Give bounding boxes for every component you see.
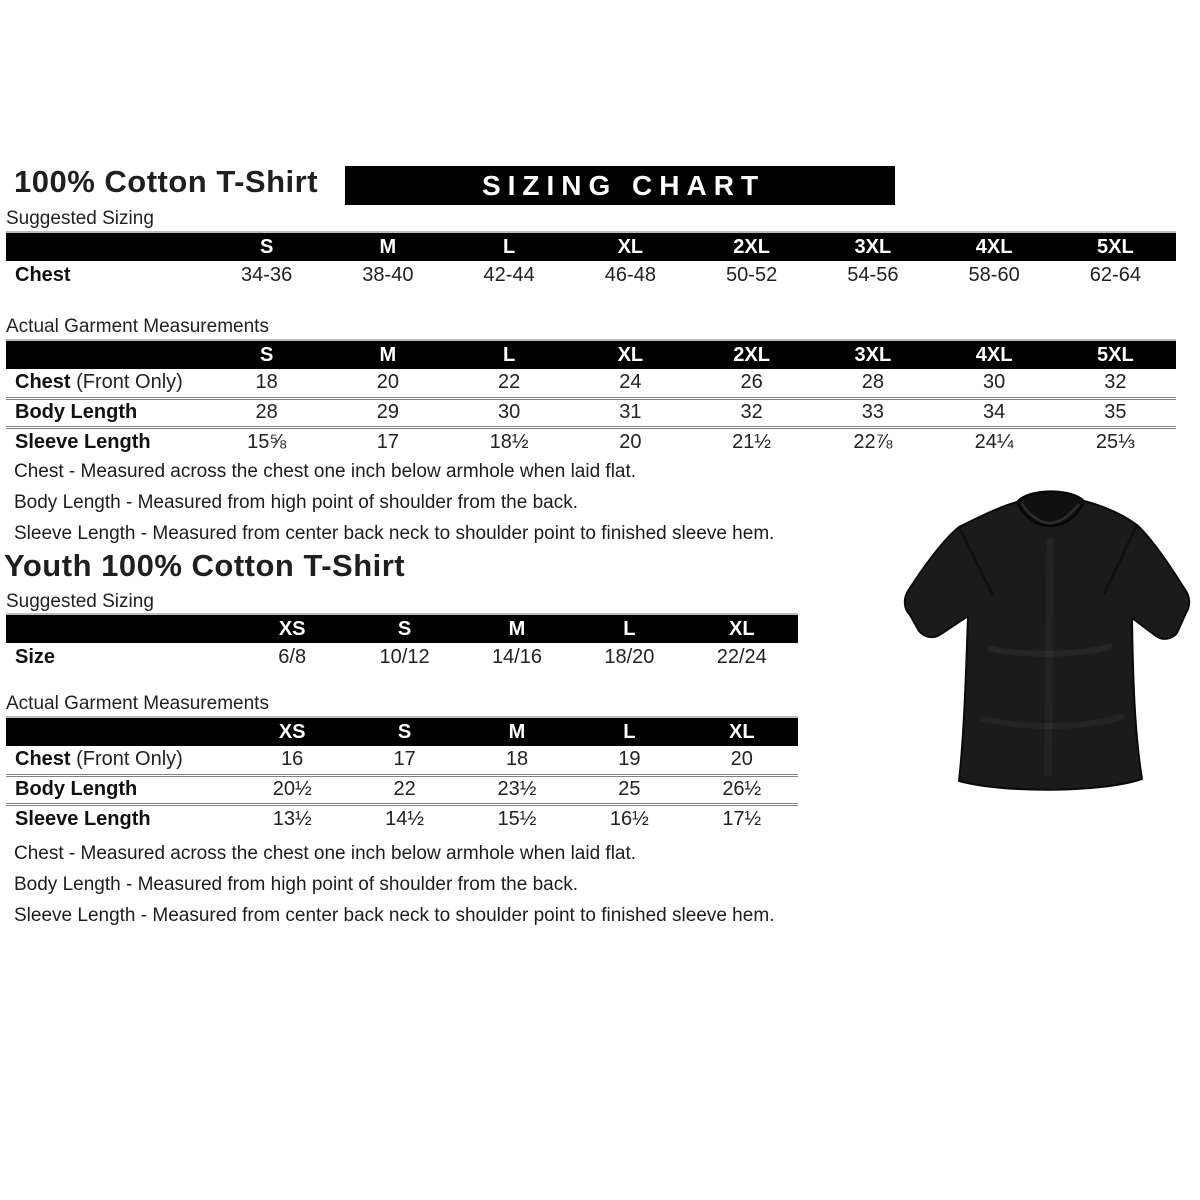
- size-column-header: L: [573, 614, 685, 643]
- measurement-row-label: Sleeve Length: [15, 430, 151, 453]
- measurement-row-label: Body Length: [6, 775, 236, 804]
- adult-garment-measurements-table: [6, 339, 1176, 456]
- measurement-value: 38-40: [362, 264, 414, 286]
- measurement-value: 46-48: [604, 264, 656, 286]
- tshirt-graphic: [898, 476, 1193, 806]
- row-label-header: [6, 614, 236, 643]
- measurement-row: [6, 775, 798, 804]
- measurement-value: 58-60: [968, 264, 1020, 286]
- measurement-value: 18/20: [604, 646, 655, 668]
- measurement-value: 17½: [722, 807, 762, 830]
- measurement-row: [6, 427, 1176, 456]
- measurement-row-label: Chest (Front Only): [6, 746, 236, 775]
- measurement-value: 18½: [489, 430, 529, 453]
- youth-suggested-sizing-label: Suggested Sizing: [6, 591, 154, 612]
- measurement-value: 23½: [461, 775, 573, 804]
- measurement-value: 14/16: [491, 646, 542, 668]
- youth-section-title: Youth 100% Cotton T-Shirt: [4, 548, 406, 583]
- measurement-value: 19: [573, 746, 685, 775]
- measurement-value: 15½: [497, 807, 537, 830]
- measurement-value: 34-36: [241, 264, 293, 286]
- measurement-value: 32: [691, 398, 812, 427]
- measurement-row-label: Sleeve Length: [15, 807, 151, 830]
- size-column-header: 2XL: [691, 232, 812, 261]
- measurement-value: 32: [1055, 369, 1176, 398]
- measurement-value: 16: [236, 746, 348, 775]
- measurement-row-label: Chest: [15, 264, 71, 286]
- page-title: 100% Cotton T-Shirt: [14, 164, 319, 199]
- measurement-value: 18: [206, 369, 327, 398]
- measurement-value: 26½: [686, 775, 798, 804]
- adult-suggested-sizing-table: [6, 231, 1176, 290]
- measurement-row: [6, 261, 1176, 290]
- row-label-header: [6, 232, 206, 261]
- measurement-value: 20: [619, 430, 642, 453]
- size-column-header: 2XL: [691, 340, 812, 369]
- size-column-header: XS: [236, 717, 348, 746]
- sizing-chart-banner-text: SIZING CHART: [481, 169, 766, 201]
- size-column-header: S: [206, 340, 327, 369]
- measurement-row-label: Size: [15, 646, 56, 668]
- size-column-header: XL: [570, 340, 691, 369]
- measurement-value: 15⅝: [247, 430, 287, 453]
- measurement-value: 28: [812, 369, 933, 398]
- measurement-value: 10/12: [379, 646, 430, 668]
- measurement-value: 42-44: [483, 264, 535, 286]
- size-column-header: L: [449, 232, 570, 261]
- measurement-row-label: Chest (Front Only): [6, 369, 206, 398]
- chest-note: Chest - Measured across the chest one inch below armhole when laid flat.: [14, 843, 637, 864]
- measurement-value: 13½: [272, 807, 312, 830]
- measurement-value: 30: [449, 398, 570, 427]
- size-header-row: [6, 340, 1176, 369]
- measurement-value: 29: [327, 398, 448, 427]
- youth-garment-measurements-table: [6, 716, 798, 833]
- measurement-row: [6, 746, 798, 775]
- row-label-header: [6, 340, 206, 369]
- size-header-row: [6, 717, 798, 746]
- adult-measurement-notes: [14, 461, 774, 554]
- measurement-value: 50-52: [726, 264, 778, 286]
- measurement-value: 6/8: [278, 646, 307, 668]
- adult-garment-measurements-label: Actual Garment Measurements: [6, 316, 269, 337]
- measurement-value: 20: [686, 746, 798, 775]
- youth-measurement-notes: [14, 843, 774, 936]
- sleeve-length-note: Sleeve Length - Measured from center back neck to shoulder point to finished sleeve hem.: [14, 905, 775, 926]
- size-header-row: [6, 232, 1176, 261]
- measurement-value: 35: [1055, 398, 1176, 427]
- measurement-value: 22/24: [716, 646, 767, 668]
- size-column-header: M: [327, 232, 448, 261]
- measurement-value: 31: [570, 398, 691, 427]
- measurement-row: [6, 804, 798, 833]
- size-column-header: 5XL: [1055, 340, 1176, 369]
- size-column-header: 4XL: [934, 232, 1055, 261]
- measurement-value: 22⅞: [853, 430, 893, 453]
- sizing-chart-banner: [345, 166, 895, 205]
- measurement-value: 28: [206, 398, 327, 427]
- body-length-note: Body Length - Measured from high point of shoulder from the back.: [14, 874, 578, 895]
- size-column-header: 3XL: [812, 340, 933, 369]
- measurement-value: 54-56: [847, 264, 899, 286]
- measurement-value: 34: [934, 398, 1055, 427]
- size-column-header: M: [461, 614, 573, 643]
- measurement-value: 18: [461, 746, 573, 775]
- sleeve-length-note: Sleeve Length - Measured from center back neck to shoulder point to finished sleeve hem.: [14, 523, 775, 544]
- measurement-value: 24¼: [974, 430, 1014, 453]
- measurement-value: 62-64: [1089, 264, 1141, 286]
- size-header-row: [6, 614, 798, 643]
- black-tshirt-product-image: [898, 476, 1193, 806]
- size-column-header: 4XL: [934, 340, 1055, 369]
- measurement-value: 26: [691, 369, 812, 398]
- measurement-value: 25⅓: [1095, 430, 1135, 453]
- size-column-header: L: [573, 717, 685, 746]
- measurement-row: [6, 398, 1176, 427]
- tshirt-wrinkle: [1048, 538, 1050, 776]
- measurement-value: 20½: [236, 775, 348, 804]
- row-label-header: [6, 717, 236, 746]
- measurement-row-label: Body Length: [6, 398, 206, 427]
- size-column-header: S: [348, 717, 460, 746]
- youth-garment-measurements-label: Actual Garment Measurements: [6, 693, 269, 714]
- measurement-value: 22: [348, 775, 460, 804]
- measurement-value: 30: [934, 369, 1055, 398]
- size-column-header: 3XL: [812, 232, 933, 261]
- size-column-header: XS: [236, 614, 348, 643]
- measurement-value: 16½: [609, 807, 649, 830]
- size-column-header: S: [206, 232, 327, 261]
- size-column-header: 5XL: [1055, 232, 1176, 261]
- adult-suggested-sizing-label: Suggested Sizing: [6, 208, 154, 229]
- size-column-header: XL: [686, 614, 798, 643]
- measurement-value: 17: [376, 430, 399, 453]
- measurement-value: 24: [570, 369, 691, 398]
- size-column-header: XL: [570, 232, 691, 261]
- measurement-row: [6, 643, 798, 672]
- size-column-header: XL: [686, 717, 798, 746]
- size-column-header: S: [348, 614, 460, 643]
- measurement-value: 33: [812, 398, 933, 427]
- measurement-value: 21½: [732, 430, 772, 453]
- size-column-header: M: [461, 717, 573, 746]
- size-column-header: M: [327, 340, 448, 369]
- measurement-row: [6, 369, 1176, 398]
- measurement-value: 20: [327, 369, 448, 398]
- youth-suggested-sizing-table: [6, 613, 798, 672]
- measurement-value: 25: [573, 775, 685, 804]
- body-length-note: Body Length - Measured from high point of shoulder from the back.: [14, 492, 578, 513]
- size-column-header: L: [449, 340, 570, 369]
- measurement-value: 17: [348, 746, 460, 775]
- chest-note: Chest - Measured across the chest one inch below armhole when laid flat.: [14, 461, 637, 482]
- measurement-value: 14½: [385, 807, 425, 830]
- measurement-value: 22: [449, 369, 570, 398]
